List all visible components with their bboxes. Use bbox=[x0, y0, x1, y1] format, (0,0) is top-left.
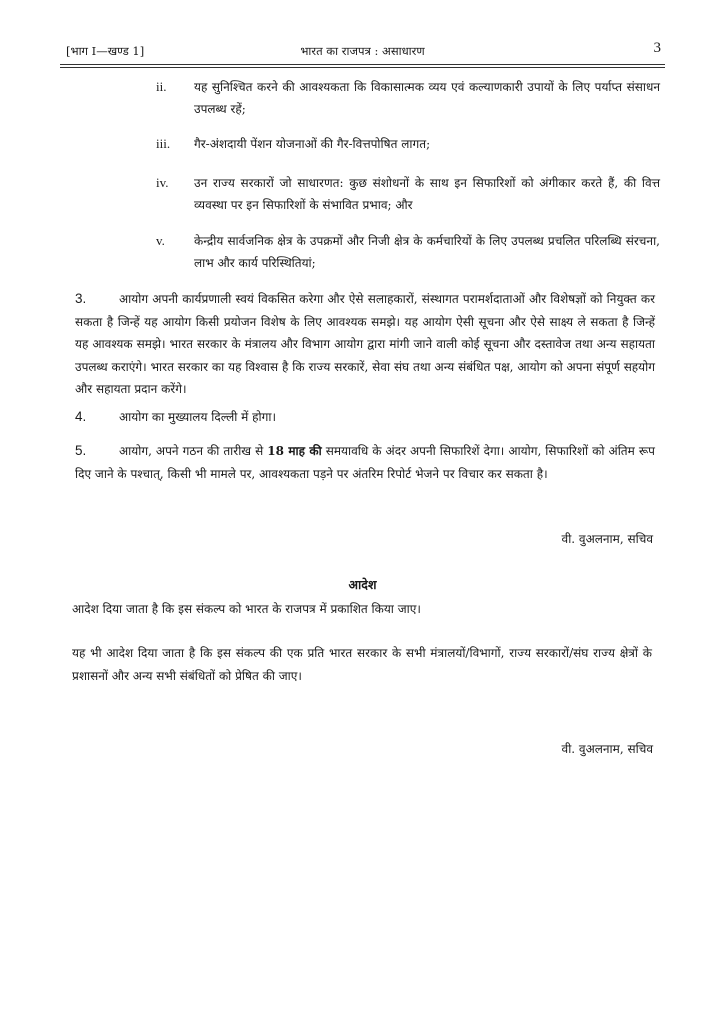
list-item-text: गैर-अंशदायी पेंशन योजनाओं की गैर-वित्तपोषित लागत; bbox=[194, 137, 431, 151]
page-header bbox=[60, 40, 665, 62]
list-item-text: उन राज्य सरकारों जो साधारणत: कुछ संशोधनों के साथ इन सिफारिशों को अंगीकार करते हैं, की वित्त व्यवस्था पर इन सिफारिशों के संभावित प्रभाव; और bbox=[194, 176, 660, 212]
list-item-number: iv. bbox=[156, 175, 169, 190]
page-number: 3 bbox=[653, 40, 661, 56]
paragraph-4 bbox=[75, 406, 655, 429]
signature-secretary: वी. वुअलनाम, सचिव bbox=[561, 532, 653, 546]
paragraph-text: समयावधि के अंदर अपनी सिफारिशें देगा। आयोग, सिफारिशों को अंतिम रूप दिए जाने के पश्चात्, किसी भी मामले पर, आवश्यकता पड़ने पर अंतरिम रिपोर्ट भेजने पर विचार कर सकता है। bbox=[75, 444, 655, 481]
signature-secretary-2: वी. वुअलनाम, सचिव bbox=[561, 742, 653, 756]
list-item bbox=[156, 76, 660, 120]
paragraph-emphasis: 18 माह की bbox=[267, 444, 322, 458]
paragraph-number: 3. bbox=[75, 291, 87, 306]
order-title: आदेश bbox=[348, 577, 377, 592]
list-item-number: ii. bbox=[156, 79, 167, 94]
list-item bbox=[156, 230, 660, 274]
list-item-text: यह सुनिश्चित करने की आवश्यकता कि विकासात्मक व्यय एवं कल्याणकारी उपायों के लिए पर्याप्त संसाधन उपलब्ध रहें; bbox=[194, 80, 660, 116]
paragraph-3 bbox=[75, 288, 655, 401]
paragraph-5 bbox=[75, 440, 655, 485]
order-line-2: यह भी आदेश दिया जाता है कि इस संकल्प की एक प्रति भारत सरकार के सभी मंत्रालयों/विभागों, राज्य सरकारों/संघ राज्य क्षेत्रों के प्रशासनों और अन्य सभी संबंधितों को प्रेषित की जाए। bbox=[72, 646, 652, 683]
list-item-text: केन्द्रीय सार्वजनिक क्षेत्र के उपक्रमों और निजी क्षेत्र के कर्मचारियों के लिए उपलब्ध प्रचलित परिलब्धि संरचना, लाभ और कार्य परिस्थितियां; bbox=[194, 234, 660, 270]
gazette-section: [भाग I—खण्ड 1] bbox=[66, 44, 145, 58]
list-item bbox=[156, 133, 660, 155]
paragraph-text: आयोग, अपने गठन की तारीख से bbox=[119, 444, 268, 458]
paragraph-text: आयोग अपनी कार्यप्रणाली स्वयं विकसित करेगा और ऐसे सलाहकारों, संस्थागत परामर्शदाताओं और विशेषज्ञों को नियुक्त कर सकता है जिन्हें यह आयोग किसी प्रयोजन विशेष के लिए आवश्यक समझे। यह आयोग ऐसी सूचना और ऐसे साक्ष्य ले सकता है जिन्हें यह आवश्यक समझे। भारत सरकार के मंत्रालय और विभाग आयोग द्वारा मांगी जाने वाली कोई सूचना और दस्तावेज तथा अन्य सहायता उपलब्ध कराएंगे। भारत सरकार का यह विश्वास है कि राज्य सरकारें, सेवा संघ तथा अन्य संबंधित पक्ष, आयोग को अपना संपूर्ण सहयोग और सहायता प्रदान करेंगे। bbox=[75, 292, 655, 396]
order-line-1: आदेश दिया जाता है कि इस संकल्प को भारत के राजपत्र में प्रकाशित किया जाए। bbox=[72, 602, 421, 616]
list-item-number: v. bbox=[156, 233, 165, 248]
paragraph-number: 5. bbox=[75, 443, 87, 458]
header-divider bbox=[60, 64, 665, 65]
list-item bbox=[156, 172, 660, 216]
header-divider-secondary bbox=[60, 67, 665, 68]
paragraph-text: आयोग का मुख्यालय दिल्ली में होगा। bbox=[119, 410, 277, 424]
gazette-title: भारत का राजपत्र : असाधारण bbox=[300, 44, 425, 58]
list-item-number: iii. bbox=[156, 136, 171, 151]
paragraph-number: 4. bbox=[75, 409, 87, 424]
